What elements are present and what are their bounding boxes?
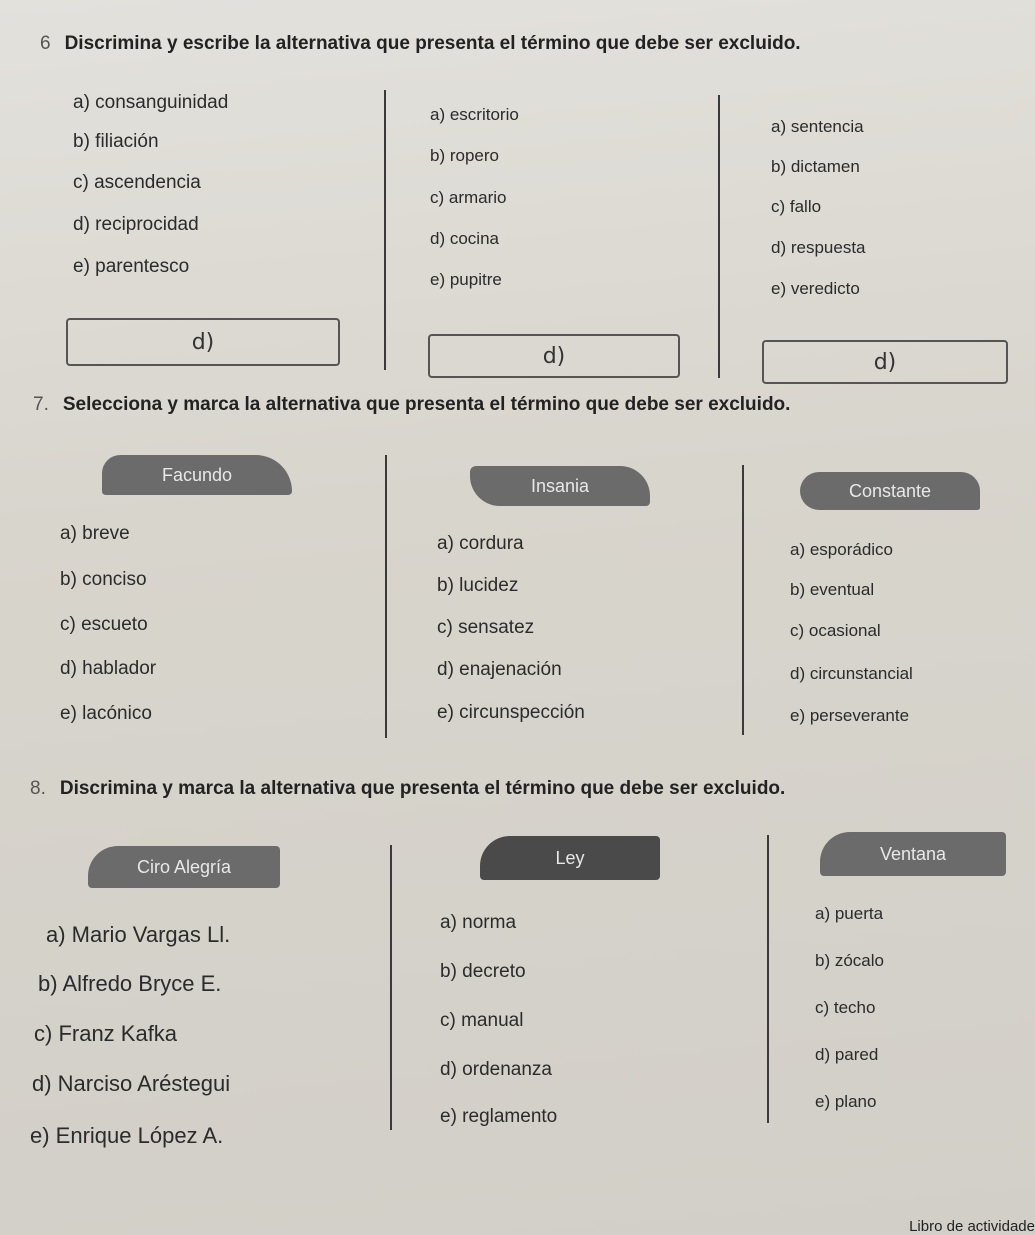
- answer-box[interactable]: d): [762, 340, 1008, 384]
- word-tag: Ventana: [820, 832, 1006, 876]
- footer-label: Libro de actividade: [909, 1218, 1035, 1235]
- option[interactable]: c) Franz Kafka: [34, 1021, 178, 1046]
- word-tag: Constante: [800, 472, 980, 510]
- option[interactable]: a) cordura: [437, 533, 524, 554]
- option[interactable]: d) ordenanza: [440, 1059, 552, 1080]
- option[interactable]: e) reglamento: [440, 1106, 558, 1127]
- option[interactable]: e) perseverante: [790, 706, 910, 725]
- exercise-7-heading: [33, 394, 790, 416]
- option: b) dictamen: [771, 157, 860, 176]
- option[interactable]: b) lucidez: [437, 575, 519, 596]
- exercise-6-heading: [40, 33, 801, 55]
- option: a) escritorio: [430, 105, 519, 124]
- column-divider: [718, 95, 720, 378]
- option[interactable]: d) Narciso Aréstegui: [32, 1071, 231, 1096]
- option: d) reciprocidad: [73, 214, 199, 235]
- option[interactable]: b) decreto: [440, 961, 526, 982]
- column-divider: [390, 845, 392, 1130]
- option[interactable]: d) enajenación: [437, 659, 562, 680]
- option: c) ascendencia: [73, 172, 201, 193]
- option[interactable]: c) manual: [440, 1010, 524, 1031]
- option: a) sentencia: [771, 117, 864, 136]
- column-divider: [385, 455, 387, 738]
- option[interactable]: d) circunstancial: [790, 664, 913, 683]
- option[interactable]: c) techo: [815, 998, 876, 1017]
- option[interactable]: e) plano: [815, 1092, 877, 1111]
- column-divider: [384, 90, 386, 370]
- option[interactable]: e) circunspección: [437, 702, 585, 723]
- word-tag: Ley: [480, 836, 660, 880]
- exercise-number: 8.: [30, 778, 46, 799]
- option: c) armario: [430, 188, 507, 207]
- exercise-title: Selecciona y marca la alternativa que presenta el término que debe ser excluido.: [62, 394, 791, 415]
- option[interactable]: b) eventual: [790, 580, 875, 599]
- option[interactable]: c) sensatez: [437, 617, 535, 638]
- option[interactable]: b) zócalo: [815, 951, 884, 970]
- option[interactable]: c) ocasional: [790, 621, 881, 640]
- answer-box[interactable]: d): [428, 334, 680, 378]
- column-divider: [767, 835, 769, 1123]
- option[interactable]: a) Mario Vargas Ll.: [46, 922, 231, 947]
- option[interactable]: a) norma: [440, 912, 517, 933]
- option[interactable]: a) puerta: [815, 904, 884, 923]
- option[interactable]: d) hablador: [60, 658, 157, 679]
- exercise-title: Discrimina y escribe la alternativa que presenta el término que debe ser excluido.: [64, 33, 801, 54]
- word-tag: Facundo: [102, 455, 292, 495]
- option: d) cocina: [430, 229, 499, 248]
- option: e) veredicto: [771, 279, 860, 298]
- option[interactable]: d) pared: [815, 1045, 879, 1064]
- option[interactable]: b) conciso: [60, 569, 147, 590]
- exercise-number: 6: [40, 33, 51, 54]
- option: a) consanguinidad: [73, 92, 229, 113]
- option[interactable]: b) Alfredo Bryce E.: [38, 971, 222, 996]
- option: e) pupitre: [430, 270, 502, 289]
- column-divider: [742, 465, 744, 735]
- option[interactable]: e) lacónico: [60, 703, 152, 724]
- exercise-number: 7.: [33, 394, 49, 415]
- word-tag: Insania: [470, 466, 650, 506]
- option: e) parentesco: [73, 256, 190, 277]
- option[interactable]: a) breve: [60, 523, 130, 544]
- option: b) filiación: [73, 131, 159, 152]
- word-tag: Ciro Alegría: [88, 846, 280, 888]
- option: c) fallo: [771, 197, 822, 216]
- option[interactable]: c) escueto: [60, 614, 148, 635]
- option: d) respuesta: [771, 238, 866, 257]
- option: b) ropero: [430, 146, 499, 165]
- option[interactable]: a) esporádico: [790, 540, 894, 559]
- exercise-8-heading: [30, 778, 785, 800]
- exercise-title: Discrimina y marca la alternativa que presenta el término que debe ser excluido.: [59, 778, 786, 799]
- answer-box[interactable]: d): [66, 318, 340, 366]
- option[interactable]: e) Enrique López A.: [30, 1123, 224, 1148]
